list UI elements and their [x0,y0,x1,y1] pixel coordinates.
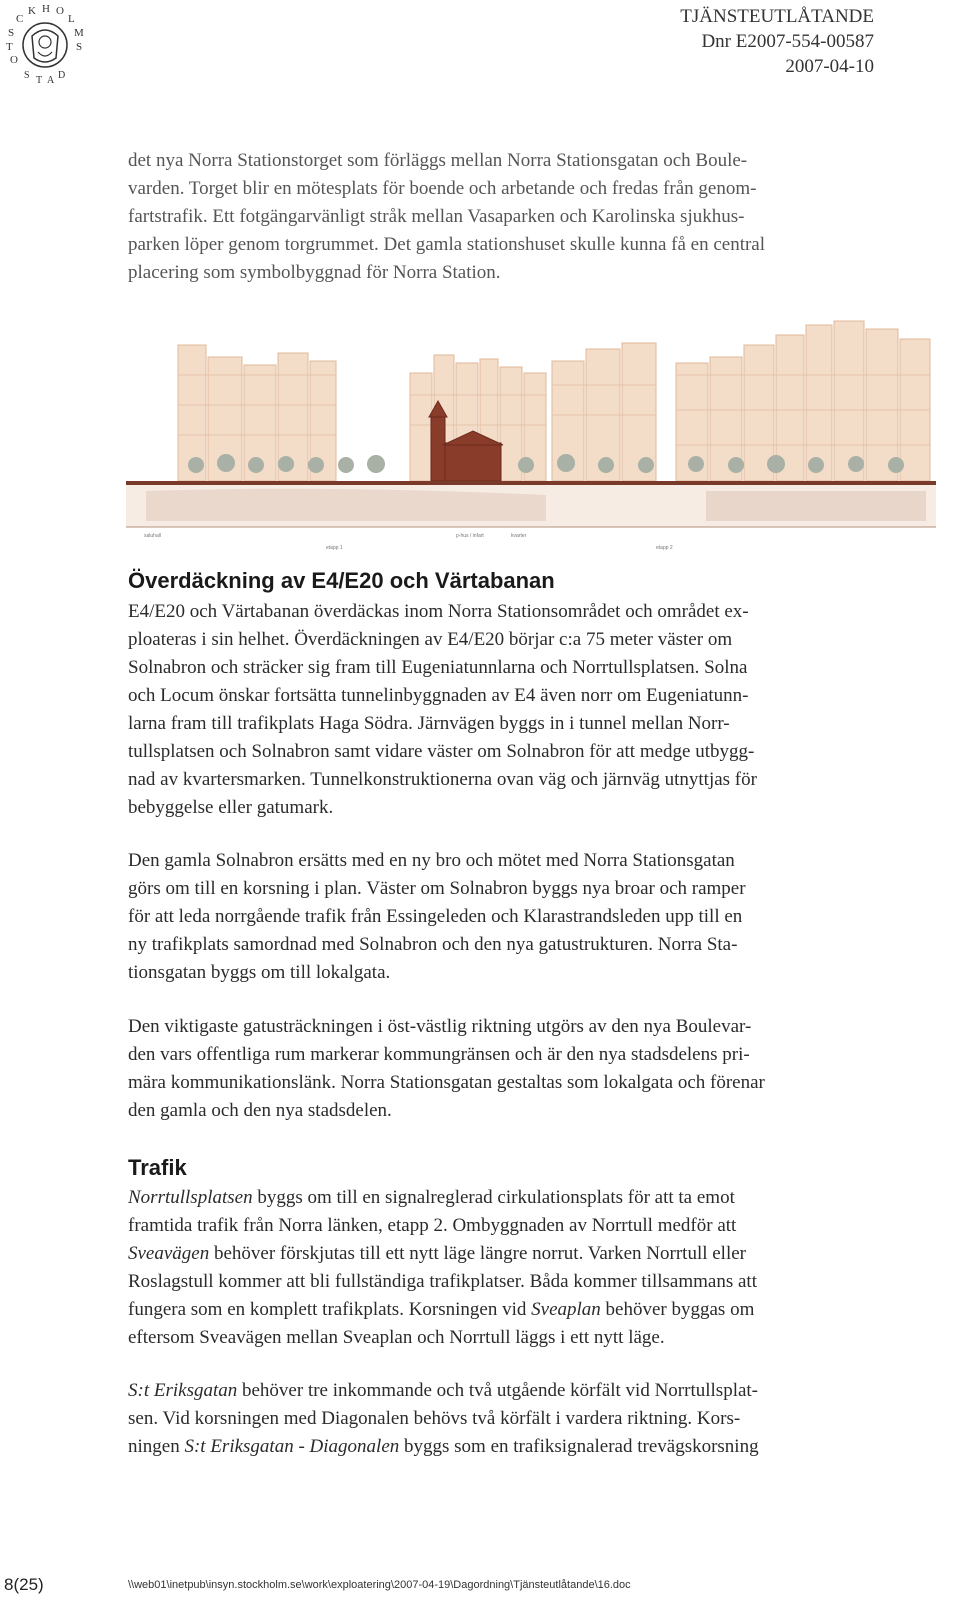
intro-paragraph [128,147,940,287]
text-line: Den gamla Solnabron ersätts med en ny bro och mötet med Norra Stationsgatan [128,850,735,871]
text-span: behöver tre inkommande och två utgående körfält vid Norrtullsplat- [237,1380,759,1401]
diary-number: Dnr E2007-554-00587 [701,31,874,52]
svg-text:T: T [36,75,43,86]
text-span: behöver förskjutas till ett nytt läge längre norrut. Varken Norrtull eller [209,1243,747,1264]
text-line: görs om till en korsning i plan. Väster om Solnabron byggs nya broar och ramper [128,878,746,899]
text-line: framtida trafik från Norra länken, etapp 2. Ombyggnaden av Norrtull medför att [128,1215,737,1236]
text-line: varden. Torget blir en mötesplats för boende och arbetande och fredas från genom- [128,178,757,199]
svg-text:D: D [58,70,66,81]
text-line: sen. Vid korsningen med Diagonalen behövs två körfält i vardera riktning. Kors- [128,1408,741,1429]
text-line: fartstrafik. Ett fotgängarvänligt stråk mellan Vasaparken och Karolinska sjukhus- [128,206,745,227]
svg-text:O: O [56,5,64,17]
paragraph [128,598,940,822]
text-line [128,1377,940,1405]
svg-text:O: O [10,54,18,66]
section-heading: Trafik [128,1155,187,1180]
svg-text:T: T [6,41,13,53]
text-span: fungera som en komplett trafikplats. Korsningen vid [128,1299,532,1320]
text-line: den vars offentliga rum markerar kommungränsen och är den nya stadsdelens pri- [128,1044,750,1065]
text-line: E4/E20 och Värtabanan överdäckas inom Norra Stationsområdet och området ex- [128,601,749,622]
document-type: TJÄNSTEUTLÅTANDE [680,6,874,27]
svg-text:S: S [76,41,83,53]
svg-text:S: S [8,27,15,39]
text-line: tionsgatan byggs om till lokalgata. [128,962,391,983]
text-line: placering som symbolbyggnad för Norra Station. [128,262,501,283]
text-line [128,1184,940,1212]
paragraph [128,847,940,987]
text-span: byggs om till en signalreglerad cirkulationsplats för att ta emot [252,1187,735,1208]
italic-place-name: Sveavägen [128,1243,210,1264]
illustration-label: kvarter [511,533,527,539]
text-line: ploateras i sin helhet. Överdäckningen av E4/E20 börjar c:a 75 meter väster om [128,629,733,650]
svg-text:H: H [42,3,50,15]
text-line: och Locum önskar fortsätta tunnelinbyggnaden av E4 även norr om Eugeniatunn- [128,685,749,706]
text-line: den gamla och den nya stadsdelen. [128,1100,392,1121]
italic-place-name: S:t Eriksgatan - Diagonalen [184,1436,400,1457]
document-header [680,4,874,79]
text-line: Solnabron och sträcker sig fram till Eugeniatunnlarna och Norrtullsplatsen. Solna [128,657,748,678]
illustration-label: etapp 2 [656,545,673,551]
svg-text:M: M [74,27,84,39]
text-line: ny trafikplats samordnad med Solnabron och den nya gatustrukturen. Norra Sta- [128,934,738,955]
italic-place-name: Sveaplan [531,1299,601,1320]
italic-place-name: Norrtullsplatsen [128,1187,253,1208]
page-number: 8(25) [4,1575,44,1594]
text-line: nad av kvartersmarken. Tunnelkonstruktionerna ovan väg och järnväg utnyttjas för [128,769,757,790]
text-span: byggs som en trafiksignalerad trevägskorsning [399,1436,759,1457]
text-line: Roslagstull kommer att bli fullständiga trafikplatser. Båda kommer tillsammans att [128,1271,757,1292]
svg-text:A: A [47,75,55,86]
file-path: \\web01\inetpub\insyn.stockholm.se\work\exploatering\2007-04-19\Dagordning\Tjänsteutlåtande\16.doc [128,1579,631,1591]
paragraph [128,1013,940,1125]
text-line: det nya Norra Stationstorget som förläggs mellan Norra Stationsgatan och Boule- [128,150,748,171]
text-line: larna fram till trafikplats Haga Södra. Järnvägen byggs in i tunnel mellan Norr- [128,713,730,734]
section-heading: Överdäckning av E4/E20 och Värtabanan [128,568,555,593]
illustration-label: saluhall [144,533,161,539]
italic-place-name: S:t Eriksgatan [128,1380,238,1401]
svg-text:L: L [68,13,75,25]
text-line [128,1296,940,1324]
section-elevation-illustration [126,315,936,555]
svg-text:S: S [24,70,30,81]
paragraph [128,1184,940,1352]
stockholm-city-seal-icon [2,2,88,88]
text-line: bebyggelse eller gatumark. [128,797,334,818]
text-line: eftersom Sveavägen mellan Sveaplan och Norrtull läggs i ett nytt läge. [128,1327,665,1348]
document-date: 2007-04-10 [785,56,874,77]
text-line [128,1433,940,1461]
illustration-label: p-hus / infart [456,533,484,539]
text-line: parken löper genom torgrummet. Det gamla stationshuset skulle kunna få en central [128,234,766,255]
text-span: ningen [128,1436,185,1457]
svg-text:K: K [28,5,36,17]
svg-text:C: C [16,13,24,25]
paragraph [128,1377,940,1461]
text-span: behöver byggas om [600,1299,755,1320]
text-line: tullsplatsen och Solnabron samt vidare väster om Solnabron för att medge utbygg- [128,741,755,762]
text-line [128,1240,940,1268]
text-line: för att leda norrgående trafik från Essingeleden och Klarastrandsleden upp till en [128,906,743,927]
text-line: mära kommunikationslänk. Norra Stationsgatan gestaltas som lokalgata och förenar [128,1072,765,1093]
illustration-label: etapp 1 [326,545,343,551]
text-line: Den viktigaste gatusträckningen i öst-västlig riktning utgörs av den nya Boulevar- [128,1016,752,1037]
